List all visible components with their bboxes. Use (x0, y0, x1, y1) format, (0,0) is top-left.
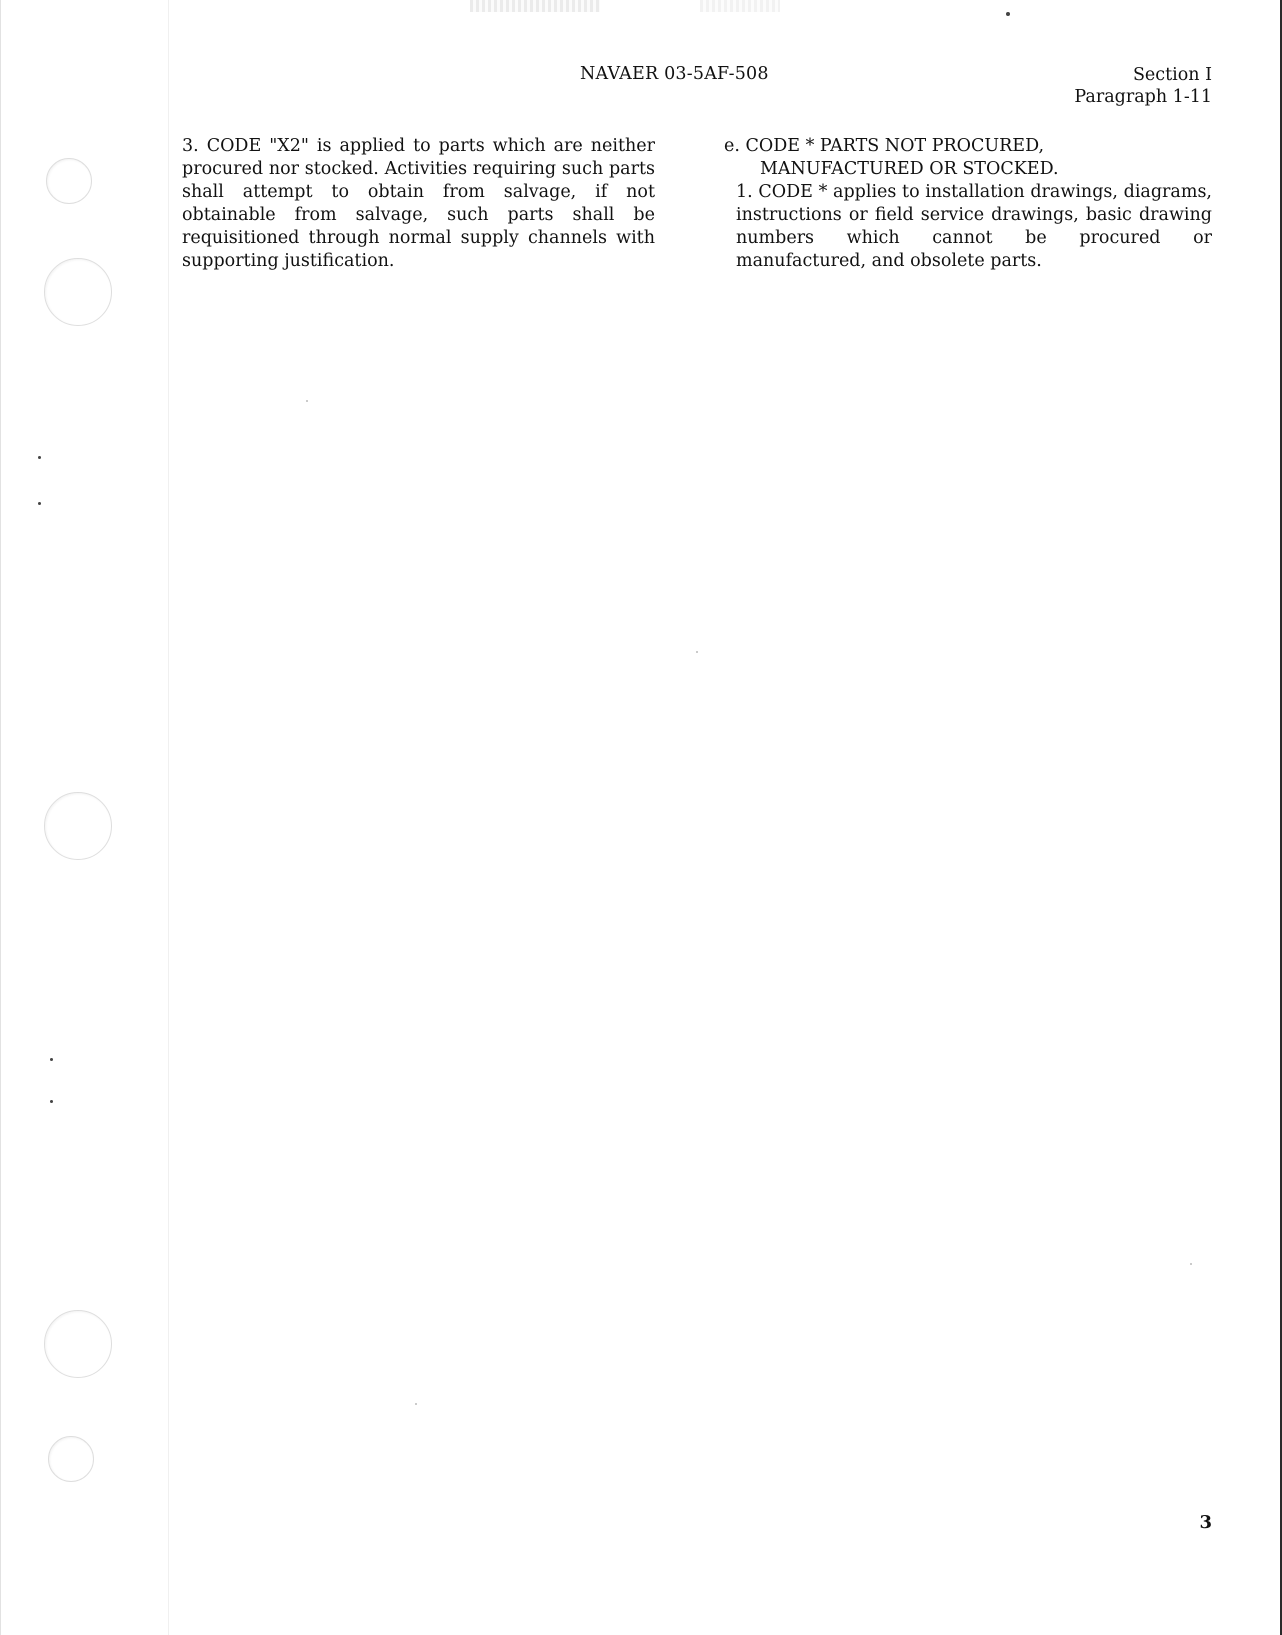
scan-speck (696, 651, 698, 653)
right-column (724, 135, 1212, 273)
document-number: NAVAER 03-5AF-508 (580, 64, 769, 84)
heading-e-line1: e. CODE * PARTS NOT PROCURED, (724, 136, 1045, 156)
scan-artifact (700, 0, 780, 12)
paragraph-code-x2: 3. CODE "X2" is applied to parts which are neither procured nor stocked. Activities requiring such parts shall attempt to obtain from salvage, if not obtainable from salvage, such parts shall be requisitioned through normal supply channels with supporting justification. (182, 136, 655, 271)
scan-speck (38, 456, 41, 459)
scan-speck (415, 1403, 417, 1405)
margin-line (168, 0, 169, 1635)
scan-speck (1006, 12, 1010, 16)
scan-speck (38, 502, 41, 505)
left-column (182, 135, 655, 273)
page-number: 3 (1199, 1512, 1212, 1533)
binder-hole (44, 258, 112, 326)
paragraph-code-star: 1. CODE * applies to installation drawings, diagrams, instructions or field service drawings, basic drawing numbers which cannot be procured or manufactured, and obsolete parts. (736, 182, 1212, 271)
section-label: Section I (1132, 65, 1212, 85)
section-heading-e (724, 135, 1212, 181)
scan-speck (50, 1058, 53, 1061)
binder-hole (48, 1436, 94, 1482)
scan-speck (306, 400, 308, 402)
scan-speck (50, 1100, 53, 1103)
section-reference (1074, 64, 1212, 108)
binder-hole (44, 1310, 112, 1378)
scan-speck (1190, 1263, 1192, 1265)
paragraph-label: Paragraph 1-11 (1074, 87, 1212, 107)
binder-hole (44, 792, 112, 860)
scan-artifact (470, 0, 600, 12)
heading-e-line2: MANUFACTURED OR STOCKED. (760, 159, 1059, 179)
binder-hole (46, 158, 92, 204)
